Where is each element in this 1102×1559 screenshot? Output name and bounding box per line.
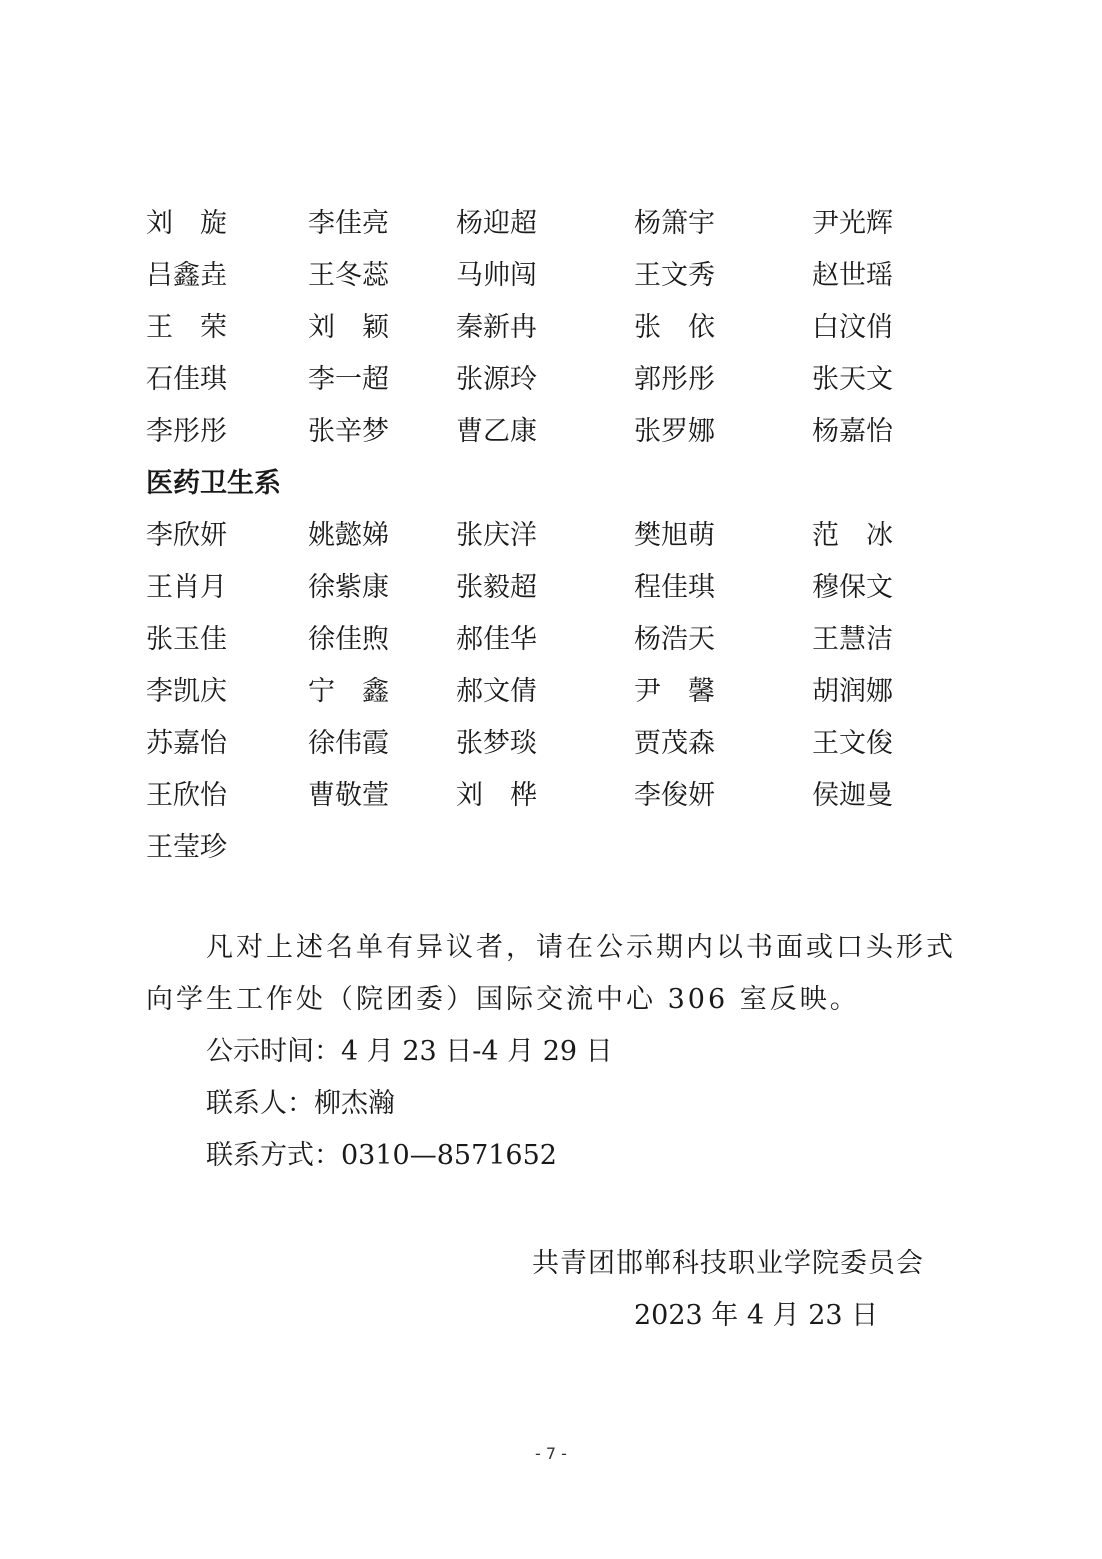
student-name: 郭彤彤 [634, 364, 715, 395]
student-name: 王文秀 [634, 260, 715, 291]
student-name: 吕鑫垚 [146, 260, 227, 291]
student-name: 白汶俏 [812, 312, 893, 343]
issue-date: 2023 年 4 月 23 日 [634, 1300, 879, 1331]
student-name: 徐佳煦 [308, 624, 389, 655]
student-name: 郝文倩 [456, 676, 537, 707]
name-row [146, 718, 946, 770]
notice-block [146, 922, 976, 1182]
student-name: 张庆洋 [456, 520, 537, 551]
student-name: 刘 颖 [308, 312, 389, 343]
student-name: 李凯庆 [146, 676, 227, 707]
student-name: 赵世瑶 [812, 260, 893, 291]
student-name: 王莹珍 [146, 832, 227, 863]
name-row [146, 198, 946, 250]
student-name: 曹敬萱 [308, 780, 389, 811]
publicity-period: 公示时间：4 月 23 日-4 月 29 日 [206, 1036, 613, 1067]
contact-method: 联系方式：0310—8571652 [206, 1140, 557, 1171]
student-name: 李佳亮 [308, 208, 389, 239]
student-name: 张源玲 [456, 364, 537, 395]
student-name: 胡润娜 [812, 676, 893, 707]
student-name: 郝佳华 [456, 624, 537, 655]
name-row [146, 406, 946, 458]
name-row [146, 302, 946, 354]
student-name: 尹光辉 [812, 208, 893, 239]
student-name: 杨箫宇 [634, 208, 715, 239]
student-name: 程佳琪 [634, 572, 715, 603]
name-row [146, 354, 946, 406]
signature-block [532, 1238, 972, 1342]
student-name: 王文俊 [812, 728, 893, 759]
student-name: 姚懿娣 [308, 520, 389, 551]
student-name: 苏嘉怡 [146, 728, 227, 759]
student-name: 刘 旋 [146, 208, 227, 239]
objection-paragraph: 凡对上述名单有异议者，请在公示期内以书面或口头形式向学生工作处（院团委）国际交流中心 306 室反映。 [146, 932, 956, 1015]
name-row [146, 822, 946, 874]
name-row [146, 510, 946, 562]
student-name: 张毅超 [456, 572, 537, 603]
student-name: 穆保文 [812, 572, 893, 603]
student-name: 王欣怡 [146, 780, 227, 811]
student-name: 徐伟霞 [308, 728, 389, 759]
student-name: 李彤彤 [146, 416, 227, 447]
student-name: 曹乙康 [456, 416, 537, 447]
student-name: 李欣妍 [146, 520, 227, 551]
student-name: 王肖月 [146, 572, 227, 603]
names-block [146, 198, 946, 874]
student-name: 李俊妍 [634, 780, 715, 811]
student-name: 张梦琰 [456, 728, 537, 759]
name-row [146, 770, 946, 822]
name-row [146, 666, 946, 718]
student-name: 张辛梦 [308, 416, 389, 447]
student-name: 张天文 [812, 364, 893, 395]
student-name: 石佳琪 [146, 364, 227, 395]
name-row [146, 562, 946, 614]
student-name: 范 冰 [812, 520, 893, 551]
name-row [146, 614, 946, 666]
issuing-organization: 共青团邯郸科技职业学院委员会 [532, 1248, 924, 1279]
student-name: 杨浩天 [634, 624, 715, 655]
student-name: 杨迎超 [456, 208, 537, 239]
student-name: 秦新冉 [456, 312, 537, 343]
student-name: 马帅闯 [456, 260, 537, 291]
student-name: 杨嘉怡 [812, 416, 893, 447]
student-name: 宁 鑫 [308, 676, 389, 707]
student-name: 王冬蕊 [308, 260, 389, 291]
student-name: 徐紫康 [308, 572, 389, 603]
student-name: 侯迦曼 [812, 780, 893, 811]
student-name: 王 荣 [146, 312, 227, 343]
page-number: - 7 - [535, 1444, 567, 1463]
student-name: 贾茂森 [634, 728, 715, 759]
name-row [146, 250, 946, 302]
student-name: 刘 桦 [456, 780, 537, 811]
contact-person: 联系人：柳杰瀚 [206, 1088, 395, 1119]
student-name: 王慧洁 [812, 624, 893, 655]
student-name: 张罗娜 [634, 416, 715, 447]
student-name: 樊旭萌 [634, 520, 715, 551]
student-name: 张 依 [634, 312, 715, 343]
section-heading: 医药卫生系 [146, 468, 281, 499]
student-name: 尹 馨 [634, 676, 715, 707]
student-name: 李一超 [308, 364, 389, 395]
student-name: 张玉佳 [146, 624, 227, 655]
